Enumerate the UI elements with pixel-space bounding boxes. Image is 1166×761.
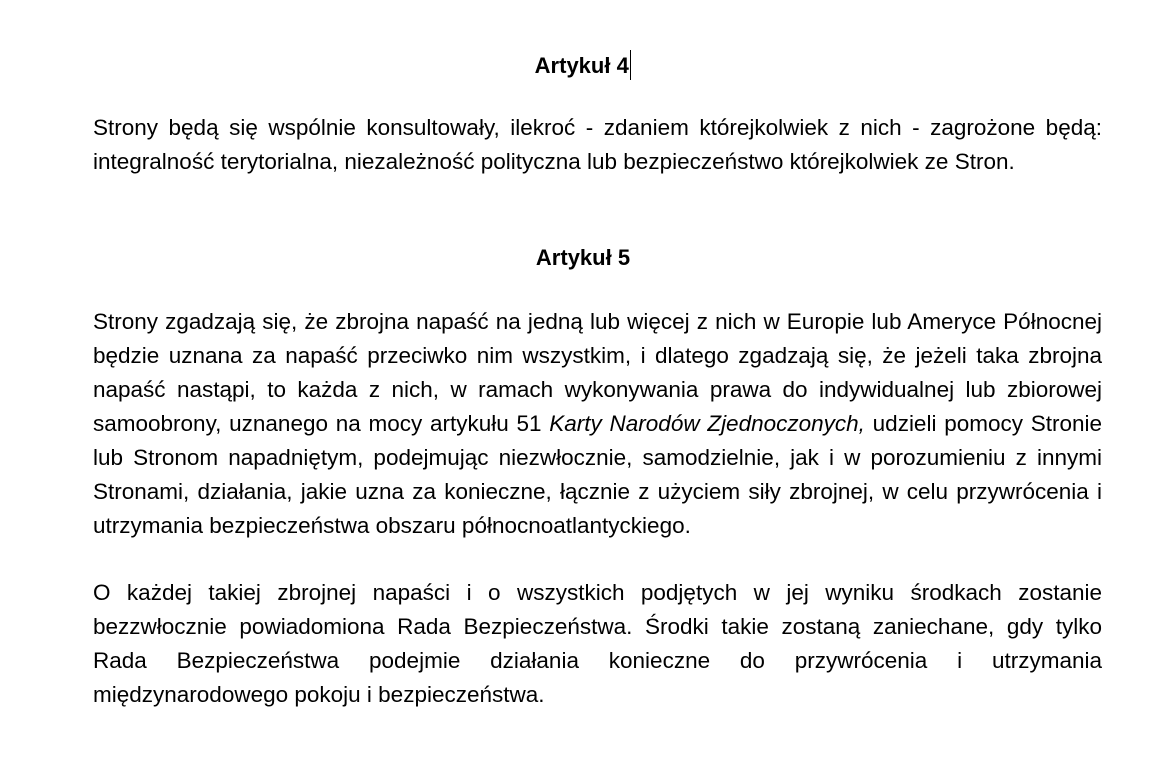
article-5-paragraph-1-end: udzieli pomocy Stronie lub Stronom napadniętym, podejmując niezwłocznie, samodzielnie, jak i w porozumieniu z innymi Stronami, działania, jakie uzna za konieczne, łącznie z użyciem siły zbrojnej, w celu przywrócenia i utrzymania bezpieczeństwa obszaru północnoatlantyckiego.	[93, 411, 1103, 538]
article-4-heading	[0, 50, 1166, 81]
article-4-heading-text: Artykuł 4	[534, 53, 629, 78]
article-4-paragraph: Strony będą się wspólnie konsultowały, ilekroć - zdaniem którejkolwiek z nich - zagrożone będą: integralność terytorialna, niezależność polityczna lub bezpieczeństwo którejkolwiek ze Stron.	[93, 115, 1102, 174]
article-5-heading: Artykuł 5	[535, 245, 631, 270]
article-5-paragraph-1-start: Strony zgadzają się, że zbrojna napaść na jedną lub więcej z nich w Europie lub Ameryce Północnej będzie uznana za napaść przeciwko nim wszystkim, i dlatego zgadzają się, że jeżeli taka zbrojna napaść nastąpi, to każda z nich, w ramach wykonywania prawa do indywidualnej lub zbiorowej samoobrony, uznanego na mocy artykułu 51	[93, 309, 1102, 436]
text-cursor	[630, 50, 632, 80]
article-5-paragraph-1	[93, 305, 1102, 543]
article-5-paragraph-2: O każdej takiej zbrojnej napaści i o wszystkich podjętych w jej wyniku środkach zostanie bezzwłocznie powiadomiona Rada Bezpieczeństwa. Środki takie zostaną zaniechane, gdy tylko Rada Bezpieczeństwa podejmie działania konieczne do przywrócenia i utrzymania międzynarodowego pokoju i bezpieczeństwa.	[93, 580, 1102, 707]
un-charter-reference: Karty Narodów Zjednoczonych,	[549, 411, 865, 436]
